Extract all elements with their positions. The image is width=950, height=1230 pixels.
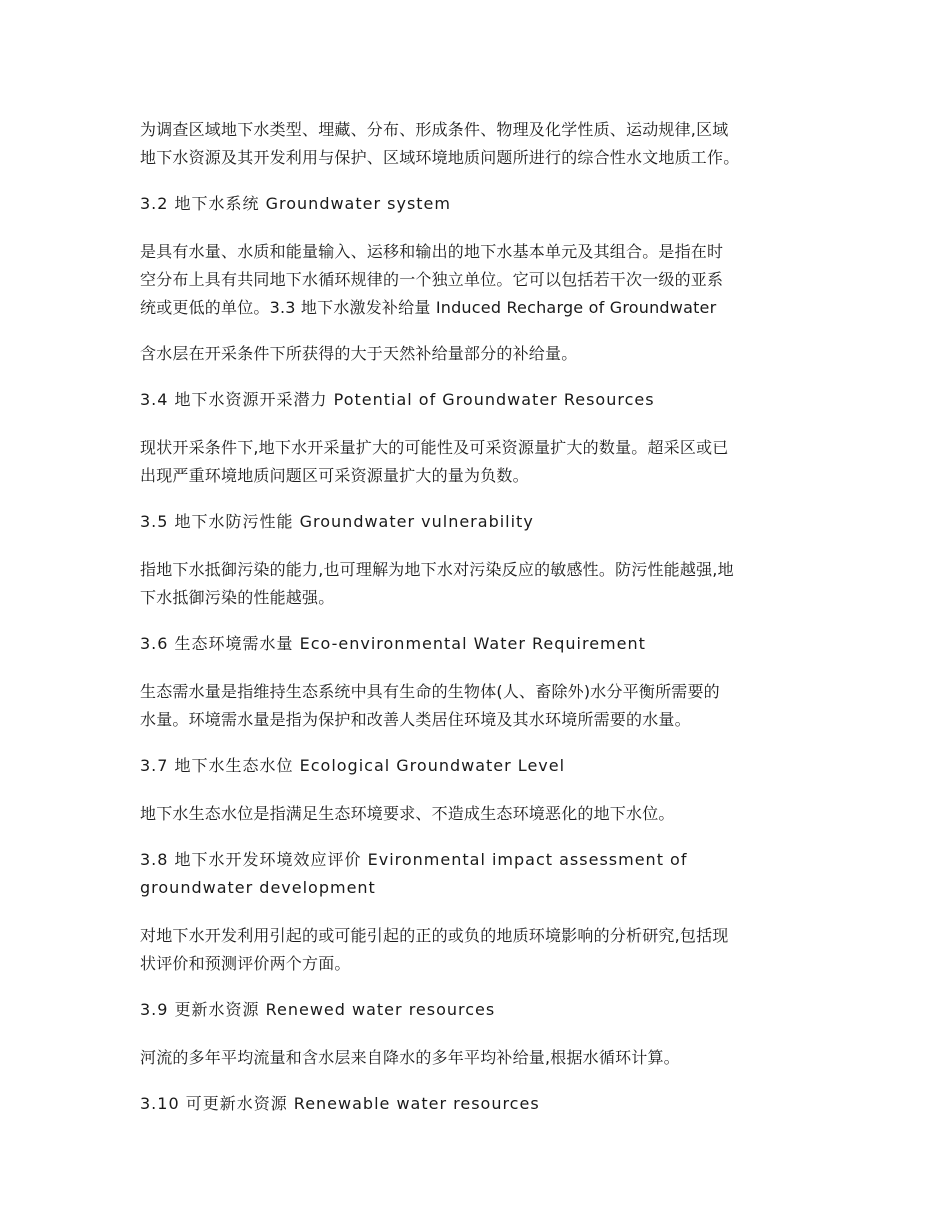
definition-paragraph <box>140 800 812 828</box>
section-heading-3-7 <box>140 752 812 780</box>
heading-line: 3.8 地下水开发环境效应评价 Evironmental impact assessment of <box>140 850 688 869</box>
definition-paragraph <box>140 116 812 172</box>
heading-line: 3.4 地下水资源开采潜力 Potential of Groundwater Resources <box>140 390 655 409</box>
text-line: 为调查区域地下水类型、埋藏、分布、形成条件、物理及化学性质、运动规律,区域 <box>140 120 729 139</box>
definition-paragraph <box>140 434 812 490</box>
text-line: 地下水资源及其开发利用与保护、区域环境地质问题所进行的综合性水文地质工作。 <box>140 148 740 167</box>
text-line: 出现严重环境地质问题区可采资源量扩大的量为负数。 <box>140 466 529 485</box>
text-line: 统或更低的单位。3.3 地下水激发补给量 Induced Recharge of Groundwater <box>140 298 717 317</box>
text-line: 含水层在开采条件下所获得的大于天然补给量部分的补给量。 <box>140 344 578 363</box>
definition-paragraph <box>140 922 812 978</box>
definition-paragraph <box>140 678 812 734</box>
section-heading-3-9 <box>140 996 812 1024</box>
section-heading-3-6 <box>140 630 812 658</box>
section-heading-3-4 <box>140 386 812 414</box>
heading-line: 3.9 更新水资源 Renewed water resources <box>140 1000 496 1019</box>
section-heading-3-8 <box>140 846 812 902</box>
heading-line: 3.10 可更新水资源 Renewable water resources <box>140 1094 540 1113</box>
section-heading-3-5 <box>140 508 812 536</box>
heading-line: 3.5 地下水防污性能 Groundwater vulnerability <box>140 512 534 531</box>
text-line: 指地下水抵御污染的能力,也可理解为地下水对污染反应的敏感性。防污性能越强,地 <box>140 560 734 579</box>
heading-line: 3.7 地下水生态水位 Ecological Groundwater Level <box>140 756 566 775</box>
heading-line: groundwater development <box>140 878 376 897</box>
text-line: 水量。环境需水量是指为保护和改善人类居住环境及其水环境所需要的水量。 <box>140 710 691 729</box>
section-heading-3-2 <box>140 190 812 218</box>
heading-line: 3.2 地下水系统 Groundwater system <box>140 194 451 213</box>
text-line: 生态需水量是指维持生态系统中具有生命的生物体(人、畜除外)水分平衡所需要的 <box>140 682 720 701</box>
text-line: 状评价和预测评价两个方面。 <box>140 954 351 973</box>
text-line: 地下水生态水位是指满足生态环境要求、不造成生态环境恶化的地下水位。 <box>140 804 675 823</box>
definition-paragraph <box>140 340 812 368</box>
text-line: 河流的多年平均流量和含水层来自降水的多年平均补给量,根据水循环计算。 <box>140 1048 680 1067</box>
heading-line: 3.6 生态环境需水量 Eco-environmental Water Requirement <box>140 634 646 653</box>
text-line: 是具有水量、水质和能量输入、运移和输出的地下水基本单元及其组合。是指在时 <box>140 242 724 261</box>
definition-paragraph <box>140 556 812 612</box>
text-line: 下水抵御污染的性能越强。 <box>140 588 335 607</box>
text-line: 对地下水开发利用引起的或可能引起的正的或负的地质环境影响的分析研究,包括现 <box>140 926 729 945</box>
text-line: 现状开采条件下,地下水开采量扩大的可能性及可采资源量扩大的数量。超采区或已 <box>140 438 729 457</box>
text-line: 空分布上具有共同地下水循环规律的一个独立单位。它可以包括若干次一级的亚系 <box>140 270 724 289</box>
section-heading-3-10 <box>140 1090 812 1118</box>
definition-paragraph <box>140 238 812 322</box>
document-page <box>140 116 812 1118</box>
definition-paragraph <box>140 1044 812 1072</box>
